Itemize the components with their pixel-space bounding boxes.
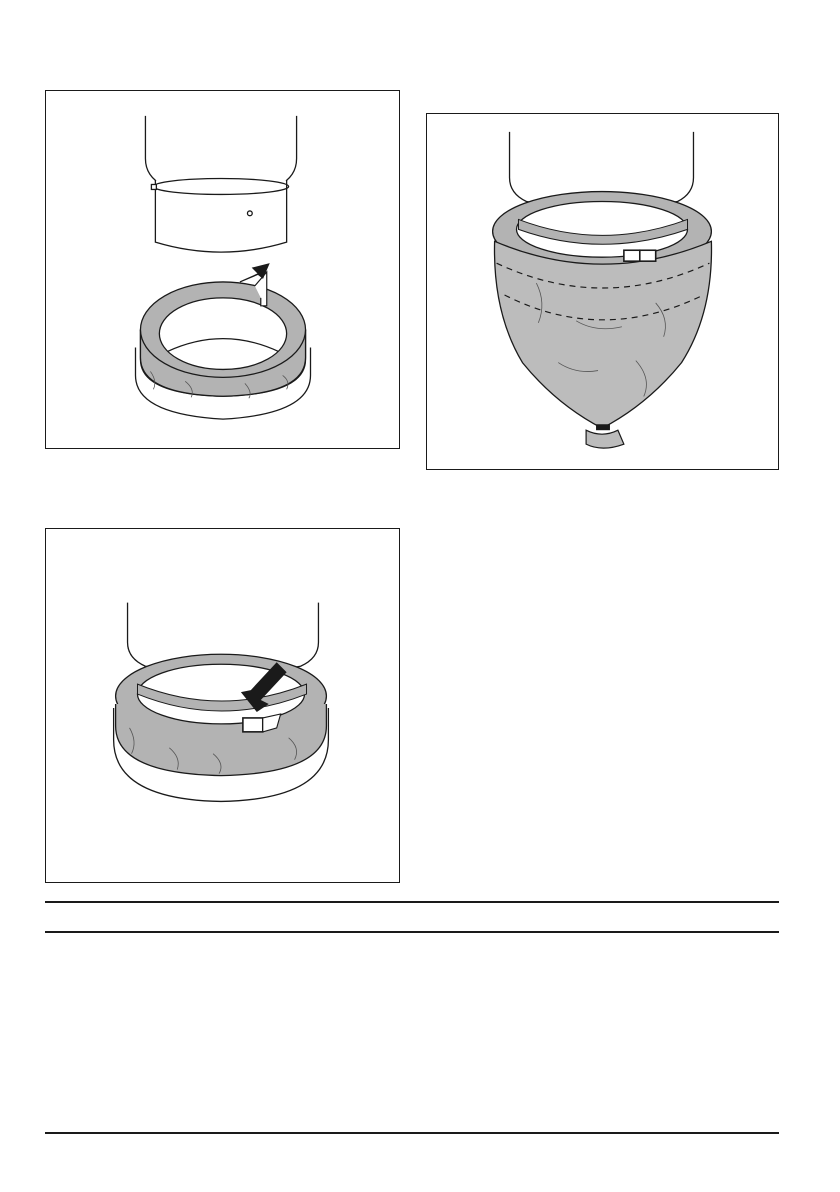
illustration-collection-bag: [427, 114, 778, 469]
divider-rule-middle: [45, 931, 779, 933]
illustration-collar-mounted: [46, 529, 399, 882]
figure-collection-bag: [426, 113, 779, 470]
figure-tube-and-collar: [45, 90, 400, 449]
divider-rule-top: [45, 901, 779, 903]
illustration-tube-and-collar: [46, 91, 399, 448]
figure-collar-mounted: [45, 528, 400, 883]
divider-rule-bottom: [45, 1132, 779, 1134]
